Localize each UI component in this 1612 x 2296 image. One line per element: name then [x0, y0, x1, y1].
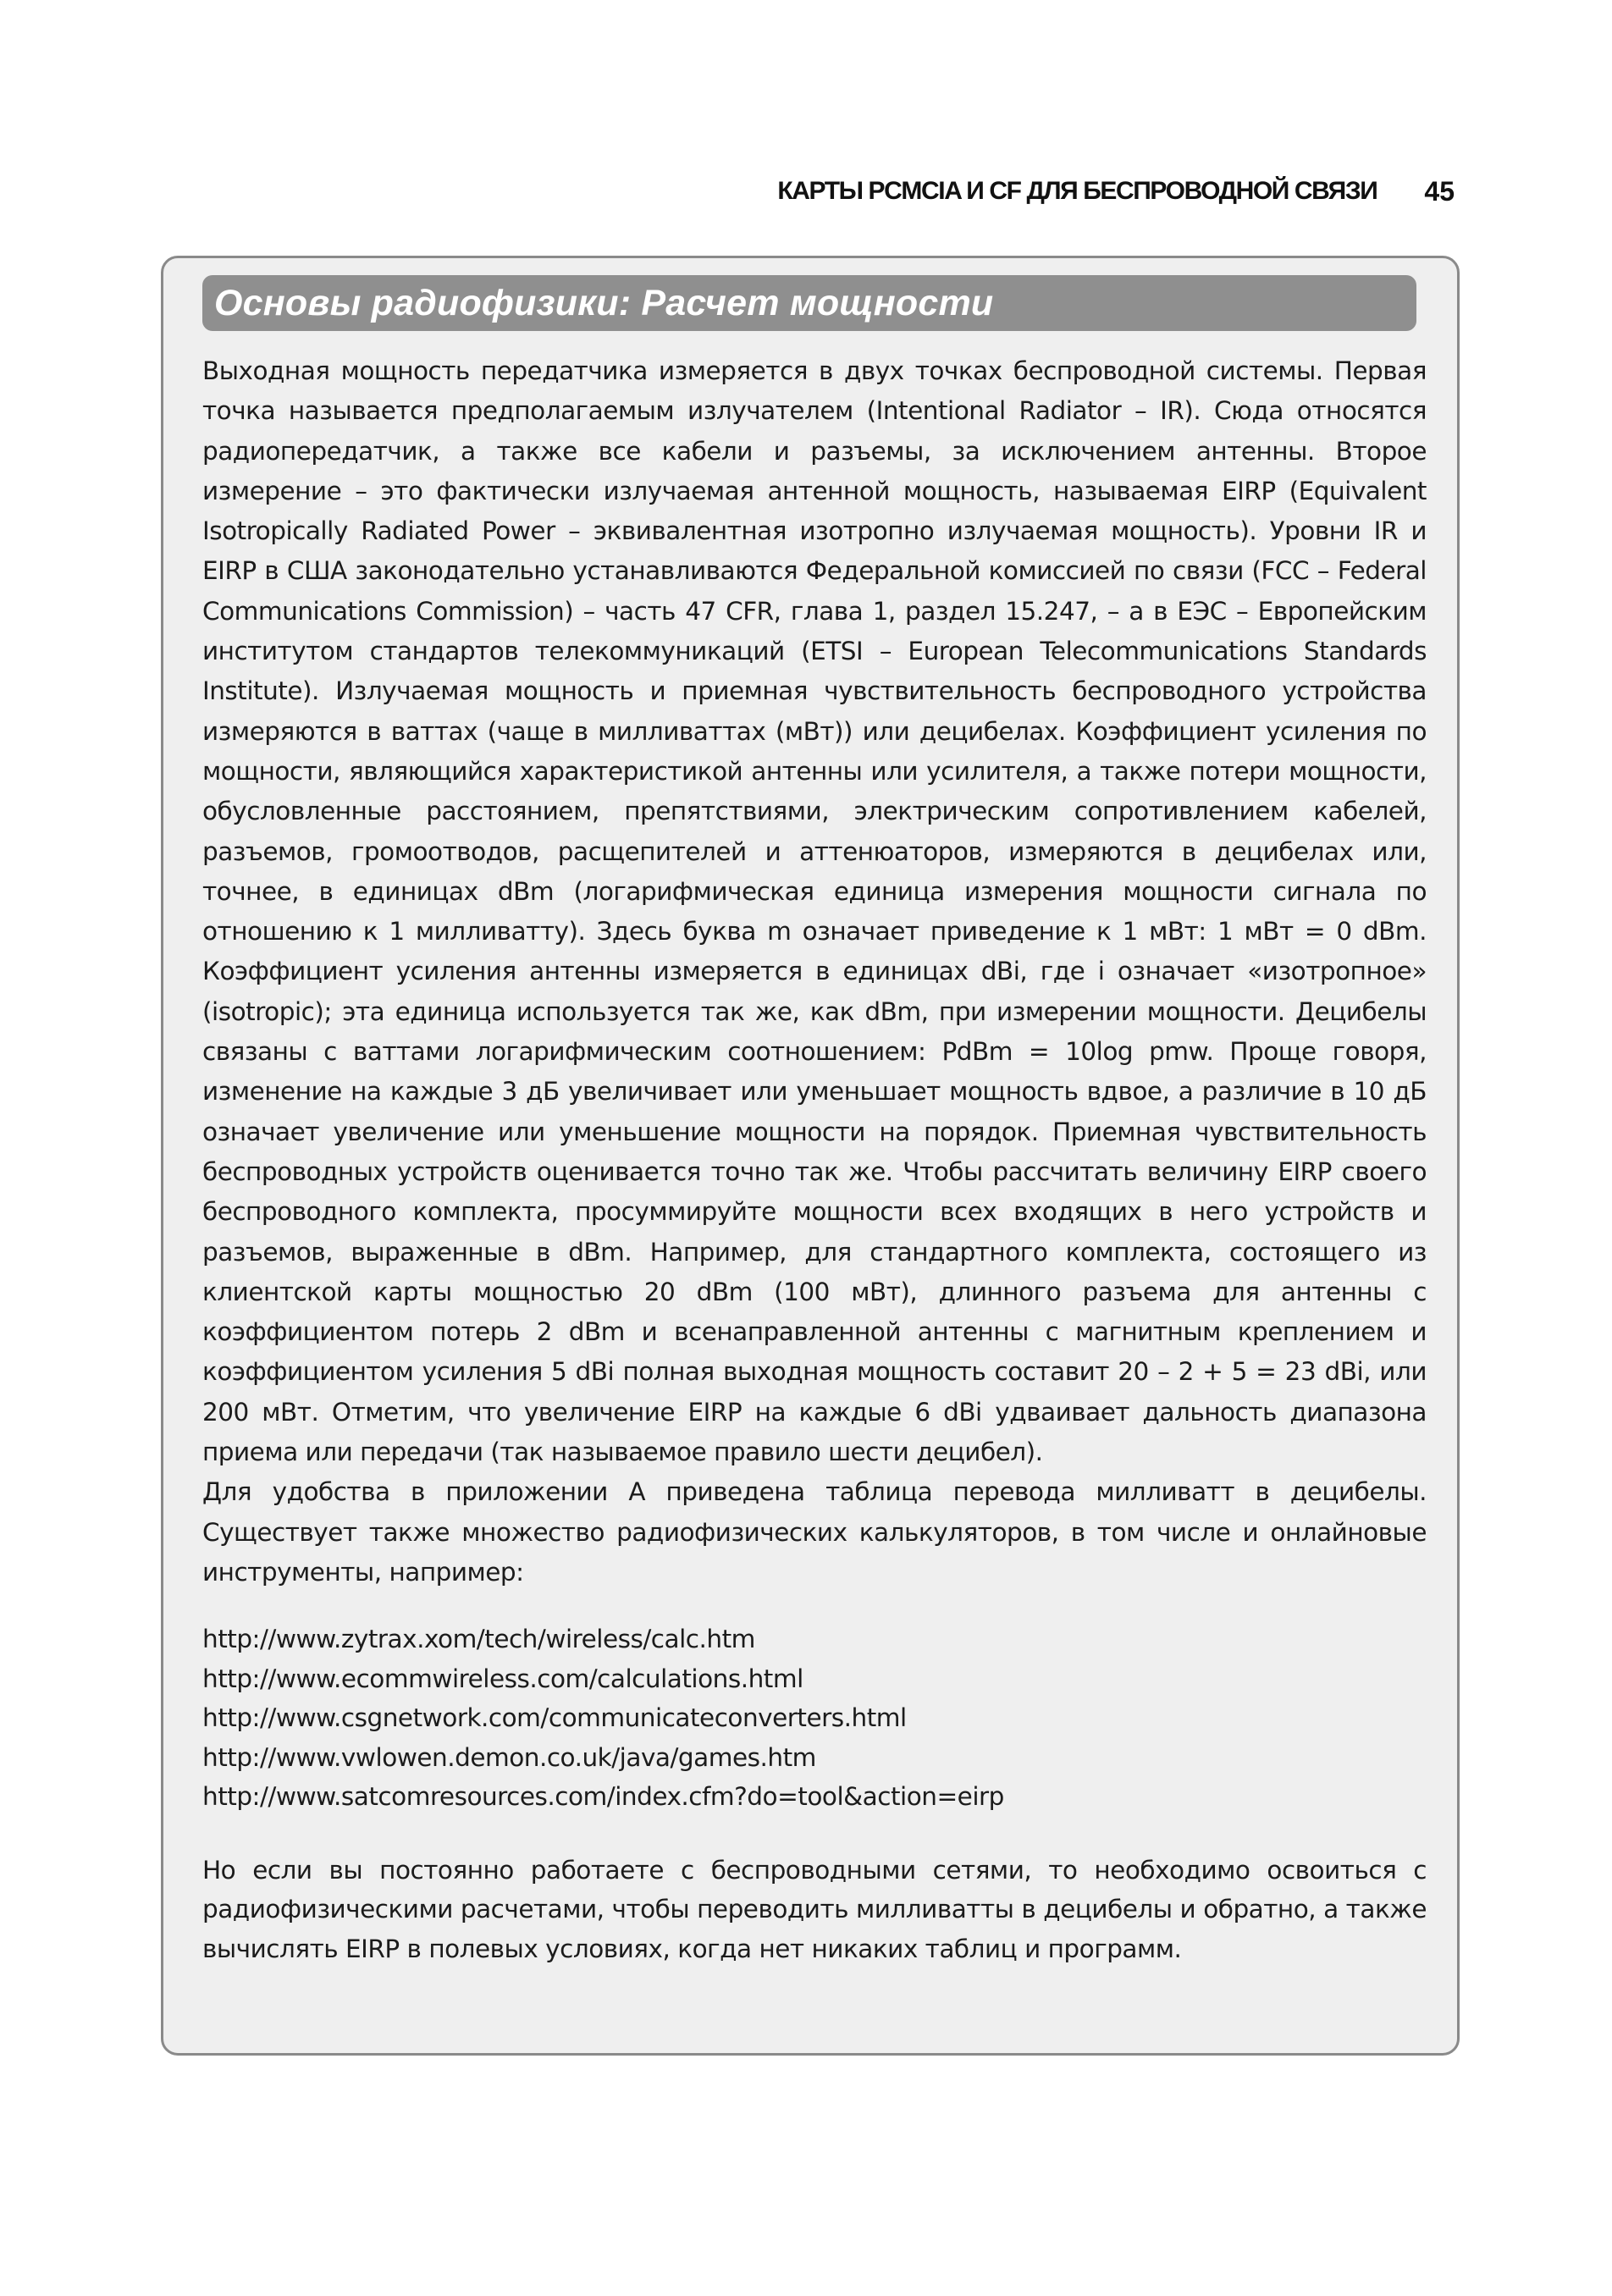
sidebar-box — [161, 256, 1460, 2056]
running-header — [0, 166, 1455, 217]
url-item: http://www.csgnetwork.com/communicateconverters.html — [202, 1703, 907, 1733]
paragraph-closing: Но если вы постоянно работаете с беспроводными сетями, то необходимо освоиться с радиофизическими расчетами, чтобы переводить милливатты в децибелы и обратно, а также вычислять EIRP в полевых условиях, когда нет никаких таблиц и программ. — [202, 1855, 1427, 1963]
page-number: 45 — [1424, 175, 1455, 207]
url-item: http://www.satcomresources.com/index.cfm?do=tool&action=eirp — [202, 1782, 1004, 1812]
paragraph-main: Выходная мощность передатчика измеряется в двух точках беспроводной системы. Первая точка называется предполагаемым излучателем (Intentional Radiator – IR). Сюда относятся радиопередатчик, а также все кабели и разъемы, за исключением антенны. Второе измерение – это фактически излучаемая антенной мощность, называемая EIRP (Equivalent Isotropically Radiated Power – эквивалентная изотропно излучаемая мощность). Уровни IR и EIRP в США законодательно устанавливаются Федеральной комиссией по связи (FCC – Federal Communications Commission) – часть 47 CFR, глава 1, раздел 15.247, – а в ЕЭС – Европейским институтом стандартов телекоммуникаций (ETSI – European Telecommunications Standards Institute). Излучаемая мощность и приемная чувствительность беспроводного устройства измеряются в ваттах (чаще в милливаттах (мВт)) или децибелах. Коэффициент усиления по мощности, являющийся характеристикой антенны или усилителя, а также потери мощности, обусловленные расстоянием, препятствиями, электрическим сопротивлением кабелей, разъемов, громоотводов, расщепителей и аттенюаторов, измеряются в децибелах или, точнее, в единицах dBm (логарифмическая единица измерения мощности сигнала по отношению к 1 милливатту). Здесь буква m означает приведение к 1 мВт: 1 мВт = 0 dBm. Коэффициент усиления антенны измеряется в единицах dBi, где i означает «изотропное» (isotropic); эта единица используется так же, как dBm, при измерении мощности. Децибелы связаны с ваттами логарифмическим соотношением: PdBm = 10log pmw. Проще говоря, изменение на каждые 3 дБ увеличивает или уменьшает мощность вдвое, а различие в 10 дБ означает увеличение или уменьшение мощности на порядок. Приемная чувствительность беспроводных устройств оценивается точно так же. Чтобы рассчитать величину EIRP своего беспроводного комплекта, просуммируйте мощности всех входящих в него устройств и разъемов, выраженные в dBm. Например, для стандартного комплекта, состоящего из клиентской карты мощностью 20 dBm (100 мВт), длинного разъема для антенны с коэффициентом потерь 2 dBm и всенаправленной антенны с магнитным креплением и коэффициентом усиления 5 dBi полная выходная мощность составит 20 – 2 + 5 = 23 dBi, или 200 мВт. Отметим, что увеличение EIRP на каждые 6 dBi удваивает дальность диапазона приема или передачи (так называемое правило шести децибел). — [202, 356, 1427, 1467]
url-item: http://www.vwlowen.demon.co.uk/java/games.htm — [202, 1742, 816, 1772]
url-item: http://www.ecommwireless.com/calculations.html — [202, 1664, 803, 1693]
sidebar-body — [202, 351, 1427, 1968]
sidebar-heading: Основы радиофизики: Расчет мощности — [214, 282, 994, 323]
sidebar-heading-bar — [202, 275, 1416, 331]
url-list — [202, 1620, 1427, 1817]
chapter-title: КАРТЫ PCMCIA И CF ДЛЯ БЕСПРОВОДНОЙ СВЯЗИ — [777, 177, 1377, 205]
url-item: http://www.zytrax.xom/tech/wireless/calc.htm — [202, 1625, 755, 1654]
paragraph-followup: Для удобства в приложении А приведена таблица перевода милливатт в децибелы. Существует также множество радиофизических калькуляторов, в том числе и онлайновые инструменты, например: — [202, 1477, 1427, 1587]
